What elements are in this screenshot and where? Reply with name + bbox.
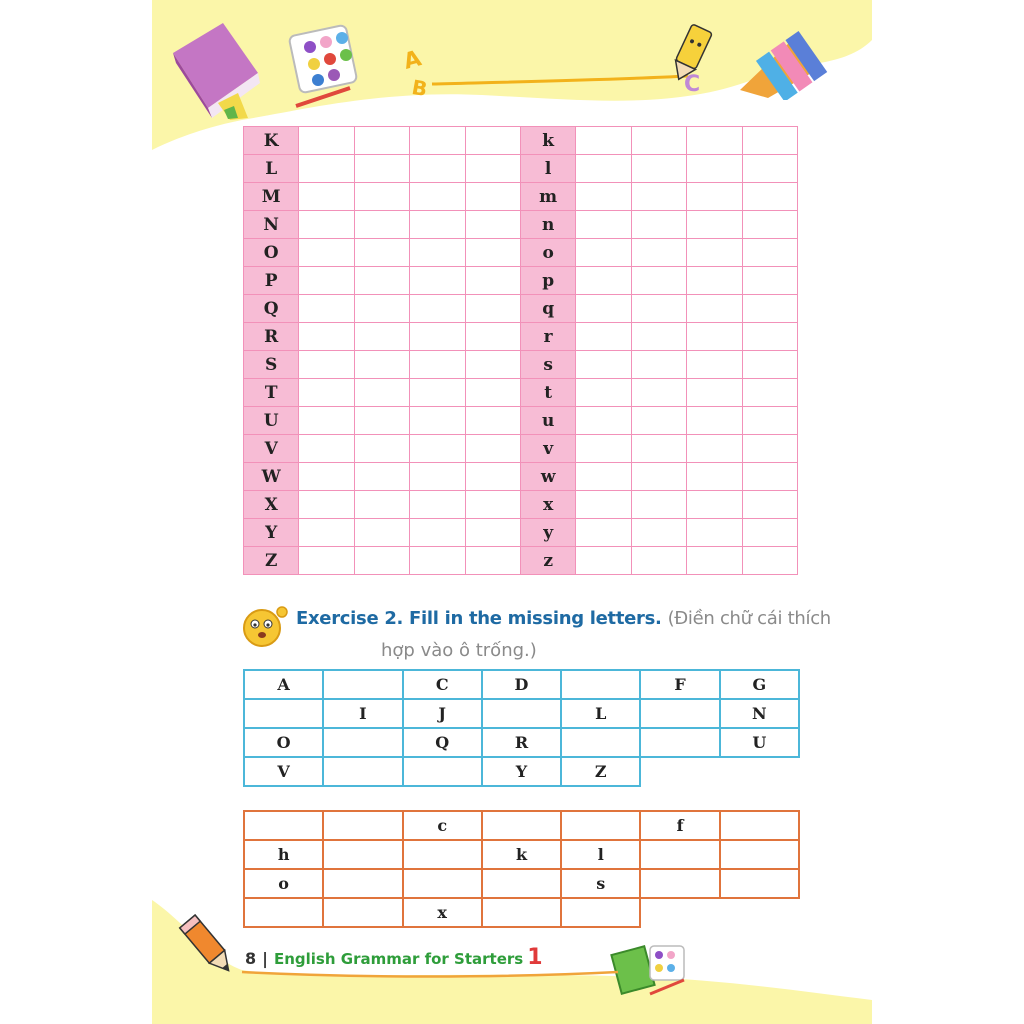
letter-c-decoration: C <box>684 72 701 97</box>
grid-uppercase-letter: R <box>244 323 299 351</box>
grid-practice-cell <box>299 239 354 267</box>
exercise-row <box>244 728 799 757</box>
grid-practice-cell <box>687 491 742 519</box>
grid-practice-cell <box>631 379 686 407</box>
grid-practice-cell <box>742 491 797 519</box>
letter-a-decoration: A <box>401 46 424 75</box>
grid-practice-cell <box>576 267 631 295</box>
grid-practice-cell <box>299 407 354 435</box>
exercise-row <box>244 757 799 786</box>
exercise-note-part1: (Điền chữ cái thích <box>667 608 831 629</box>
lowercase-cell-blank[interactable] <box>323 840 402 869</box>
grid-practice-cell <box>742 547 797 575</box>
exercise-row <box>244 699 799 728</box>
footer-separator: | <box>262 949 268 968</box>
lowercase-cell-blank[interactable] <box>720 811 799 840</box>
grid-lowercase-letter: l <box>520 155 575 183</box>
grid-practice-cell <box>687 211 742 239</box>
grid-row <box>244 491 798 519</box>
grid-practice-cell <box>299 547 354 575</box>
uppercase-cell-letter: N <box>720 699 799 728</box>
grid-practice-cell <box>465 127 520 155</box>
grid-practice-cell <box>299 155 354 183</box>
grid-practice-cell <box>410 239 465 267</box>
grid-practice-cell <box>299 435 354 463</box>
uppercase-cell-letter: C <box>403 670 482 699</box>
book-volume: 1 <box>527 945 543 970</box>
grid-lowercase-letter: m <box>520 183 575 211</box>
grid-practice-cell <box>687 183 742 211</box>
grid-practice-cell <box>631 351 686 379</box>
grid-practice-cell <box>631 491 686 519</box>
grid-uppercase-letter: V <box>244 435 299 463</box>
empty-space <box>640 757 719 786</box>
grid-practice-cell <box>465 435 520 463</box>
grid-practice-cell <box>354 183 409 211</box>
grid-practice-cell <box>742 351 797 379</box>
uppercase-cell-blank[interactable] <box>323 728 402 757</box>
string-line-icon <box>430 70 690 90</box>
lowercase-cell-blank[interactable] <box>403 840 482 869</box>
grid-practice-cell <box>576 127 631 155</box>
grid-practice-cell <box>631 295 686 323</box>
grid-row <box>244 211 798 239</box>
grid-practice-cell <box>354 267 409 295</box>
exercise-row <box>244 840 799 869</box>
exercise-title <box>296 608 831 629</box>
lowercase-cell-blank[interactable] <box>244 898 323 927</box>
grid-practice-cell <box>465 547 520 575</box>
grid-practice-cell <box>465 379 520 407</box>
uppercase-cell-blank[interactable] <box>244 699 323 728</box>
grid-practice-cell <box>465 463 520 491</box>
grid-practice-cell <box>742 211 797 239</box>
grid-practice-cell <box>742 267 797 295</box>
grid-practice-cell <box>687 519 742 547</box>
grid-practice-cell <box>631 239 686 267</box>
grid-lowercase-letter: u <box>520 407 575 435</box>
grid-uppercase-letter: S <box>244 351 299 379</box>
lowercase-cell-letter: o <box>244 869 323 898</box>
uppercase-cell-blank[interactable] <box>323 757 402 786</box>
grid-practice-cell <box>354 239 409 267</box>
grid-row <box>244 407 798 435</box>
grid-practice-cell <box>631 183 686 211</box>
grid-practice-cell <box>465 211 520 239</box>
grid-practice-cell <box>410 379 465 407</box>
grid-practice-cell <box>631 323 686 351</box>
lowercase-cell-blank[interactable] <box>482 811 561 840</box>
grid-practice-cell <box>299 351 354 379</box>
grid-practice-cell <box>742 127 797 155</box>
grid-uppercase-letter: Z <box>244 547 299 575</box>
grid-practice-cell <box>742 155 797 183</box>
empty-space <box>720 757 799 786</box>
purple-book-icon <box>168 18 264 123</box>
grid-practice-cell <box>687 407 742 435</box>
grid-practice-cell <box>631 127 686 155</box>
grid-row <box>244 267 798 295</box>
lowercase-cell-blank[interactable] <box>323 811 402 840</box>
uppercase-cell-letter: I <box>323 699 402 728</box>
grid-practice-cell <box>687 379 742 407</box>
grid-practice-cell <box>742 407 797 435</box>
grid-practice-cell <box>410 351 465 379</box>
grid-practice-cell <box>354 295 409 323</box>
grid-practice-cell <box>354 463 409 491</box>
grid-lowercase-letter: w <box>520 463 575 491</box>
grid-practice-cell <box>576 435 631 463</box>
grid-practice-cell <box>299 211 354 239</box>
grid-lowercase-letter: r <box>520 323 575 351</box>
grid-row <box>244 239 798 267</box>
grid-practice-cell <box>742 239 797 267</box>
grid-practice-cell <box>687 435 742 463</box>
empty-space <box>640 898 719 927</box>
grid-practice-cell <box>354 351 409 379</box>
grid-practice-cell <box>742 323 797 351</box>
grid-practice-cell <box>687 267 742 295</box>
grid-uppercase-letter: N <box>244 211 299 239</box>
lowercase-cell-blank[interactable] <box>640 869 719 898</box>
grid-row <box>244 463 798 491</box>
grid-lowercase-letter: x <box>520 491 575 519</box>
letter-b-decoration: B <box>410 74 430 102</box>
grid-practice-cell <box>410 323 465 351</box>
grid-uppercase-letter: O <box>244 239 299 267</box>
grid-practice-cell <box>687 463 742 491</box>
grid-practice-cell <box>576 295 631 323</box>
grid-practice-cell <box>465 519 520 547</box>
grid-practice-cell <box>299 323 354 351</box>
grid-uppercase-letter: K <box>244 127 299 155</box>
grid-practice-cell <box>410 407 465 435</box>
grid-practice-cell <box>576 463 631 491</box>
grid-practice-cell <box>354 323 409 351</box>
grid-row <box>244 379 798 407</box>
grid-practice-cell <box>687 127 742 155</box>
grid-lowercase-letter: q <box>520 295 575 323</box>
orange-pencil-icon <box>176 912 240 980</box>
grid-practice-cell <box>742 519 797 547</box>
exercise-title-text: Exercise 2. Fill in the missing letters. <box>296 608 662 629</box>
grid-practice-cell <box>410 211 465 239</box>
grid-practice-cell <box>465 351 520 379</box>
lowercase-cell-letter: x <box>403 898 482 927</box>
uppercase-cell-blank[interactable] <box>640 728 719 757</box>
grid-practice-cell <box>631 267 686 295</box>
grid-practice-cell <box>299 491 354 519</box>
grid-practice-cell <box>465 491 520 519</box>
grid-row <box>244 519 798 547</box>
grid-practice-cell <box>687 351 742 379</box>
grid-practice-cell <box>354 379 409 407</box>
grid-practice-cell <box>410 127 465 155</box>
grid-practice-cell <box>576 155 631 183</box>
grid-practice-cell <box>299 127 354 155</box>
lowercase-cell-blank[interactable] <box>561 898 640 927</box>
grid-row <box>244 435 798 463</box>
grid-practice-cell <box>576 183 631 211</box>
exercise-row <box>244 811 799 840</box>
grid-row <box>244 323 798 351</box>
uppercase-cell-letter: J <box>403 699 482 728</box>
grid-practice-cell <box>576 491 631 519</box>
grid-practice-cell <box>410 547 465 575</box>
grid-practice-cell <box>687 547 742 575</box>
grid-practice-cell <box>354 435 409 463</box>
grid-practice-cell <box>631 155 686 183</box>
uppercase-cell-blank[interactable] <box>640 699 719 728</box>
grid-practice-cell <box>465 407 520 435</box>
lowercase-cell-blank[interactable] <box>720 869 799 898</box>
grid-practice-cell <box>631 463 686 491</box>
grid-practice-cell <box>631 519 686 547</box>
grid-practice-cell <box>354 519 409 547</box>
grid-practice-cell <box>576 407 631 435</box>
grid-practice-cell <box>576 323 631 351</box>
lowercase-exercise-table <box>243 810 800 928</box>
uppercase-cell-letter: V <box>244 757 323 786</box>
uppercase-cell-blank[interactable] <box>403 757 482 786</box>
uppercase-cell-letter: D <box>482 670 561 699</box>
grid-practice-cell <box>410 519 465 547</box>
paint-palette-icon <box>288 22 368 110</box>
lowercase-cell-letter: c <box>403 811 482 840</box>
grid-practice-cell <box>576 547 631 575</box>
uppercase-cell-blank[interactable] <box>561 728 640 757</box>
grid-practice-cell <box>631 435 686 463</box>
grid-uppercase-letter: P <box>244 267 299 295</box>
grid-practice-cell <box>354 211 409 239</box>
lowercase-cell-blank[interactable] <box>403 869 482 898</box>
pencils-and-ruler-icon <box>732 20 828 100</box>
lowercase-cell-blank[interactable] <box>323 869 402 898</box>
uppercase-cell-blank[interactable] <box>323 670 402 699</box>
uppercase-cell-letter: O <box>244 728 323 757</box>
lowercase-cell-blank[interactable] <box>244 811 323 840</box>
grid-practice-cell <box>465 267 520 295</box>
lowercase-cell-letter: k <box>482 840 561 869</box>
grid-lowercase-letter: z <box>520 547 575 575</box>
exercise-note-part2: hợp vào ô trống.) <box>381 640 537 661</box>
grid-practice-cell <box>410 491 465 519</box>
grid-practice-cell <box>576 351 631 379</box>
lowercase-cell-letter: s <box>561 869 640 898</box>
grid-practice-cell <box>410 463 465 491</box>
grid-practice-cell <box>465 183 520 211</box>
grid-practice-cell <box>410 295 465 323</box>
uppercase-cell-letter: F <box>640 670 719 699</box>
grid-practice-cell <box>465 295 520 323</box>
uppercase-cell-letter: L <box>561 699 640 728</box>
grid-practice-cell <box>742 183 797 211</box>
uppercase-cell-letter: Y <box>482 757 561 786</box>
grid-practice-cell <box>631 547 686 575</box>
uppercase-cell-blank[interactable] <box>561 670 640 699</box>
lowercase-cell-blank[interactable] <box>323 898 402 927</box>
grid-practice-cell <box>687 155 742 183</box>
thinking-face-icon <box>242 604 290 648</box>
grid-practice-cell <box>576 239 631 267</box>
grid-row <box>244 295 798 323</box>
empty-space <box>720 898 799 927</box>
grid-practice-cell <box>687 239 742 267</box>
grid-practice-cell <box>742 295 797 323</box>
grid-lowercase-letter: y <box>520 519 575 547</box>
grid-practice-cell <box>687 323 742 351</box>
grid-practice-cell <box>354 155 409 183</box>
grid-lowercase-letter: p <box>520 267 575 295</box>
grid-practice-cell <box>631 211 686 239</box>
lowercase-cell-blank[interactable] <box>640 840 719 869</box>
lowercase-cell-blank[interactable] <box>482 869 561 898</box>
grid-lowercase-letter: v <box>520 435 575 463</box>
page-footer <box>245 945 543 970</box>
uppercase-cell-blank[interactable] <box>482 699 561 728</box>
grid-practice-cell <box>299 519 354 547</box>
grid-lowercase-letter: k <box>520 127 575 155</box>
lowercase-cell-blank[interactable] <box>561 811 640 840</box>
grid-practice-cell <box>299 463 354 491</box>
grid-lowercase-letter: s <box>520 351 575 379</box>
grid-row <box>244 155 798 183</box>
grid-practice-cell <box>354 407 409 435</box>
grid-uppercase-letter: Y <box>244 519 299 547</box>
grid-practice-cell <box>742 379 797 407</box>
grid-practice-cell <box>742 435 797 463</box>
grid-practice-cell <box>465 239 520 267</box>
grid-practice-cell <box>410 267 465 295</box>
grid-practice-cell <box>299 267 354 295</box>
lowercase-cell-letter: f <box>640 811 719 840</box>
uppercase-cell-letter: U <box>720 728 799 757</box>
grid-practice-cell <box>742 463 797 491</box>
grid-practice-cell <box>576 379 631 407</box>
grid-practice-cell <box>631 407 686 435</box>
exercise-row <box>244 869 799 898</box>
grid-practice-cell <box>410 183 465 211</box>
grid-practice-cell <box>354 547 409 575</box>
grid-uppercase-letter: W <box>244 463 299 491</box>
grid-practice-cell <box>576 519 631 547</box>
book-title: English Grammar for Starters <box>273 950 524 968</box>
grid-row <box>244 183 798 211</box>
uppercase-exercise-table <box>243 669 800 787</box>
uppercase-cell-letter: G <box>720 670 799 699</box>
grid-row <box>244 127 798 155</box>
uppercase-cell-letter: Q <box>403 728 482 757</box>
grid-practice-cell <box>299 295 354 323</box>
footer-underline-icon <box>240 968 620 980</box>
lowercase-cell-letter: h <box>244 840 323 869</box>
grid-uppercase-letter: X <box>244 491 299 519</box>
lowercase-cell-blank[interactable] <box>482 898 561 927</box>
grid-uppercase-letter: Q <box>244 295 299 323</box>
grid-uppercase-letter: T <box>244 379 299 407</box>
grid-uppercase-letter: U <box>244 407 299 435</box>
grid-practice-cell <box>410 435 465 463</box>
grid-lowercase-letter: n <box>520 211 575 239</box>
grid-practice-cell <box>354 491 409 519</box>
lowercase-cell-blank[interactable] <box>720 840 799 869</box>
grid-uppercase-letter: M <box>244 183 299 211</box>
lowercase-cell-letter: l <box>561 840 640 869</box>
uppercase-cell-letter: A <box>244 670 323 699</box>
grid-practice-cell <box>354 127 409 155</box>
alphabet-tracing-grid <box>243 126 798 575</box>
exercise-row <box>244 670 799 699</box>
grid-practice-cell <box>465 323 520 351</box>
grid-practice-cell <box>687 295 742 323</box>
grid-row <box>244 351 798 379</box>
grid-practice-cell <box>576 211 631 239</box>
green-notebook-and-palette-icon <box>610 940 690 996</box>
grid-uppercase-letter: L <box>244 155 299 183</box>
exercise-row <box>244 898 799 927</box>
grid-lowercase-letter: t <box>520 379 575 407</box>
grid-lowercase-letter: o <box>520 239 575 267</box>
uppercase-cell-letter: Z <box>561 757 640 786</box>
page-number: 8 <box>245 949 257 968</box>
grid-practice-cell <box>465 155 520 183</box>
grid-practice-cell <box>410 155 465 183</box>
grid-practice-cell <box>299 183 354 211</box>
grid-row <box>244 547 798 575</box>
uppercase-cell-letter: R <box>482 728 561 757</box>
grid-practice-cell <box>299 379 354 407</box>
